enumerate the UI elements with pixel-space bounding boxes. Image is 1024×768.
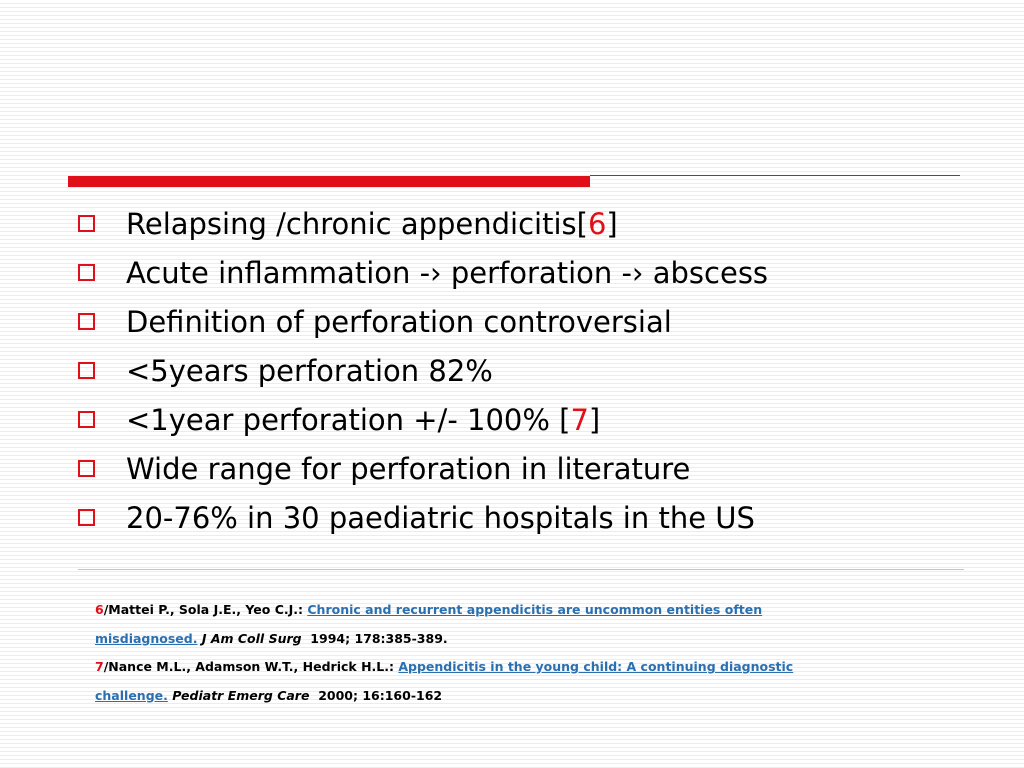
- square-bullet-icon: [78, 313, 95, 330]
- reference-index: 7: [95, 659, 104, 674]
- reference-entry: [95, 596, 925, 653]
- square-bullet-icon: [78, 411, 95, 428]
- reference-title-link[interactable]: Chronic and recurrent appendicitis are uncommon entities often misdiagnosed.: [95, 602, 763, 646]
- title-accent-bar: [68, 176, 590, 187]
- bullet-text: 20-76% in 30 paediatric hospitals in the US: [126, 501, 755, 535]
- reference-citation: 1994; 178:385-389.: [310, 630, 448, 646]
- reference-index: 6: [95, 602, 104, 617]
- bullet-item: [78, 494, 978, 543]
- square-bullet-icon: [78, 362, 95, 379]
- square-bullet-icon: [78, 215, 95, 232]
- bullet-item: [78, 249, 978, 298]
- reference-journal: J Am Coll Surg: [201, 630, 302, 646]
- reference-authors: /Nance M.L., Adamson W.T., Hedrick H.L.:: [103, 659, 399, 674]
- references-block: [95, 596, 925, 710]
- bullet-item: [78, 396, 978, 445]
- bullet-text: <1year perforation +/- 100% [7]: [126, 403, 601, 437]
- square-bullet-icon: [78, 460, 95, 477]
- bullet-item: [78, 347, 978, 396]
- bullet-text: <5years perforation 82%: [126, 354, 493, 388]
- reference-entry: [95, 653, 925, 710]
- bullet-text: Wide range for perforation in literature: [126, 452, 691, 486]
- square-bullet-icon: [78, 509, 95, 526]
- bullet-item: [78, 445, 978, 494]
- reference-number: 6: [587, 207, 607, 241]
- bullet-text: Relapsing /chronic appendicitis[6]: [126, 207, 618, 241]
- bullet-text: Definition of perforation controversial: [126, 305, 672, 339]
- bullet-item: [78, 200, 978, 249]
- bullet-text: Acute inflammation -› perforation -› abscess: [126, 256, 769, 290]
- bullet-item: [78, 298, 978, 347]
- title-accent-line: [590, 175, 960, 176]
- bullet-list: [78, 200, 978, 543]
- reference-title-link[interactable]: Appendicitis in the young child: A continuing diagnostic challenge.: [95, 659, 794, 703]
- square-bullet-icon: [78, 264, 95, 281]
- reference-citation: 2000; 16:160-162: [318, 687, 443, 703]
- reference-number: 7: [570, 403, 589, 437]
- reference-journal: Pediatr Emerg Care: [172, 687, 310, 703]
- references-divider: [78, 569, 964, 570]
- reference-authors: /Mattei P., Sola J.E., Yeo C.J.:: [103, 602, 308, 617]
